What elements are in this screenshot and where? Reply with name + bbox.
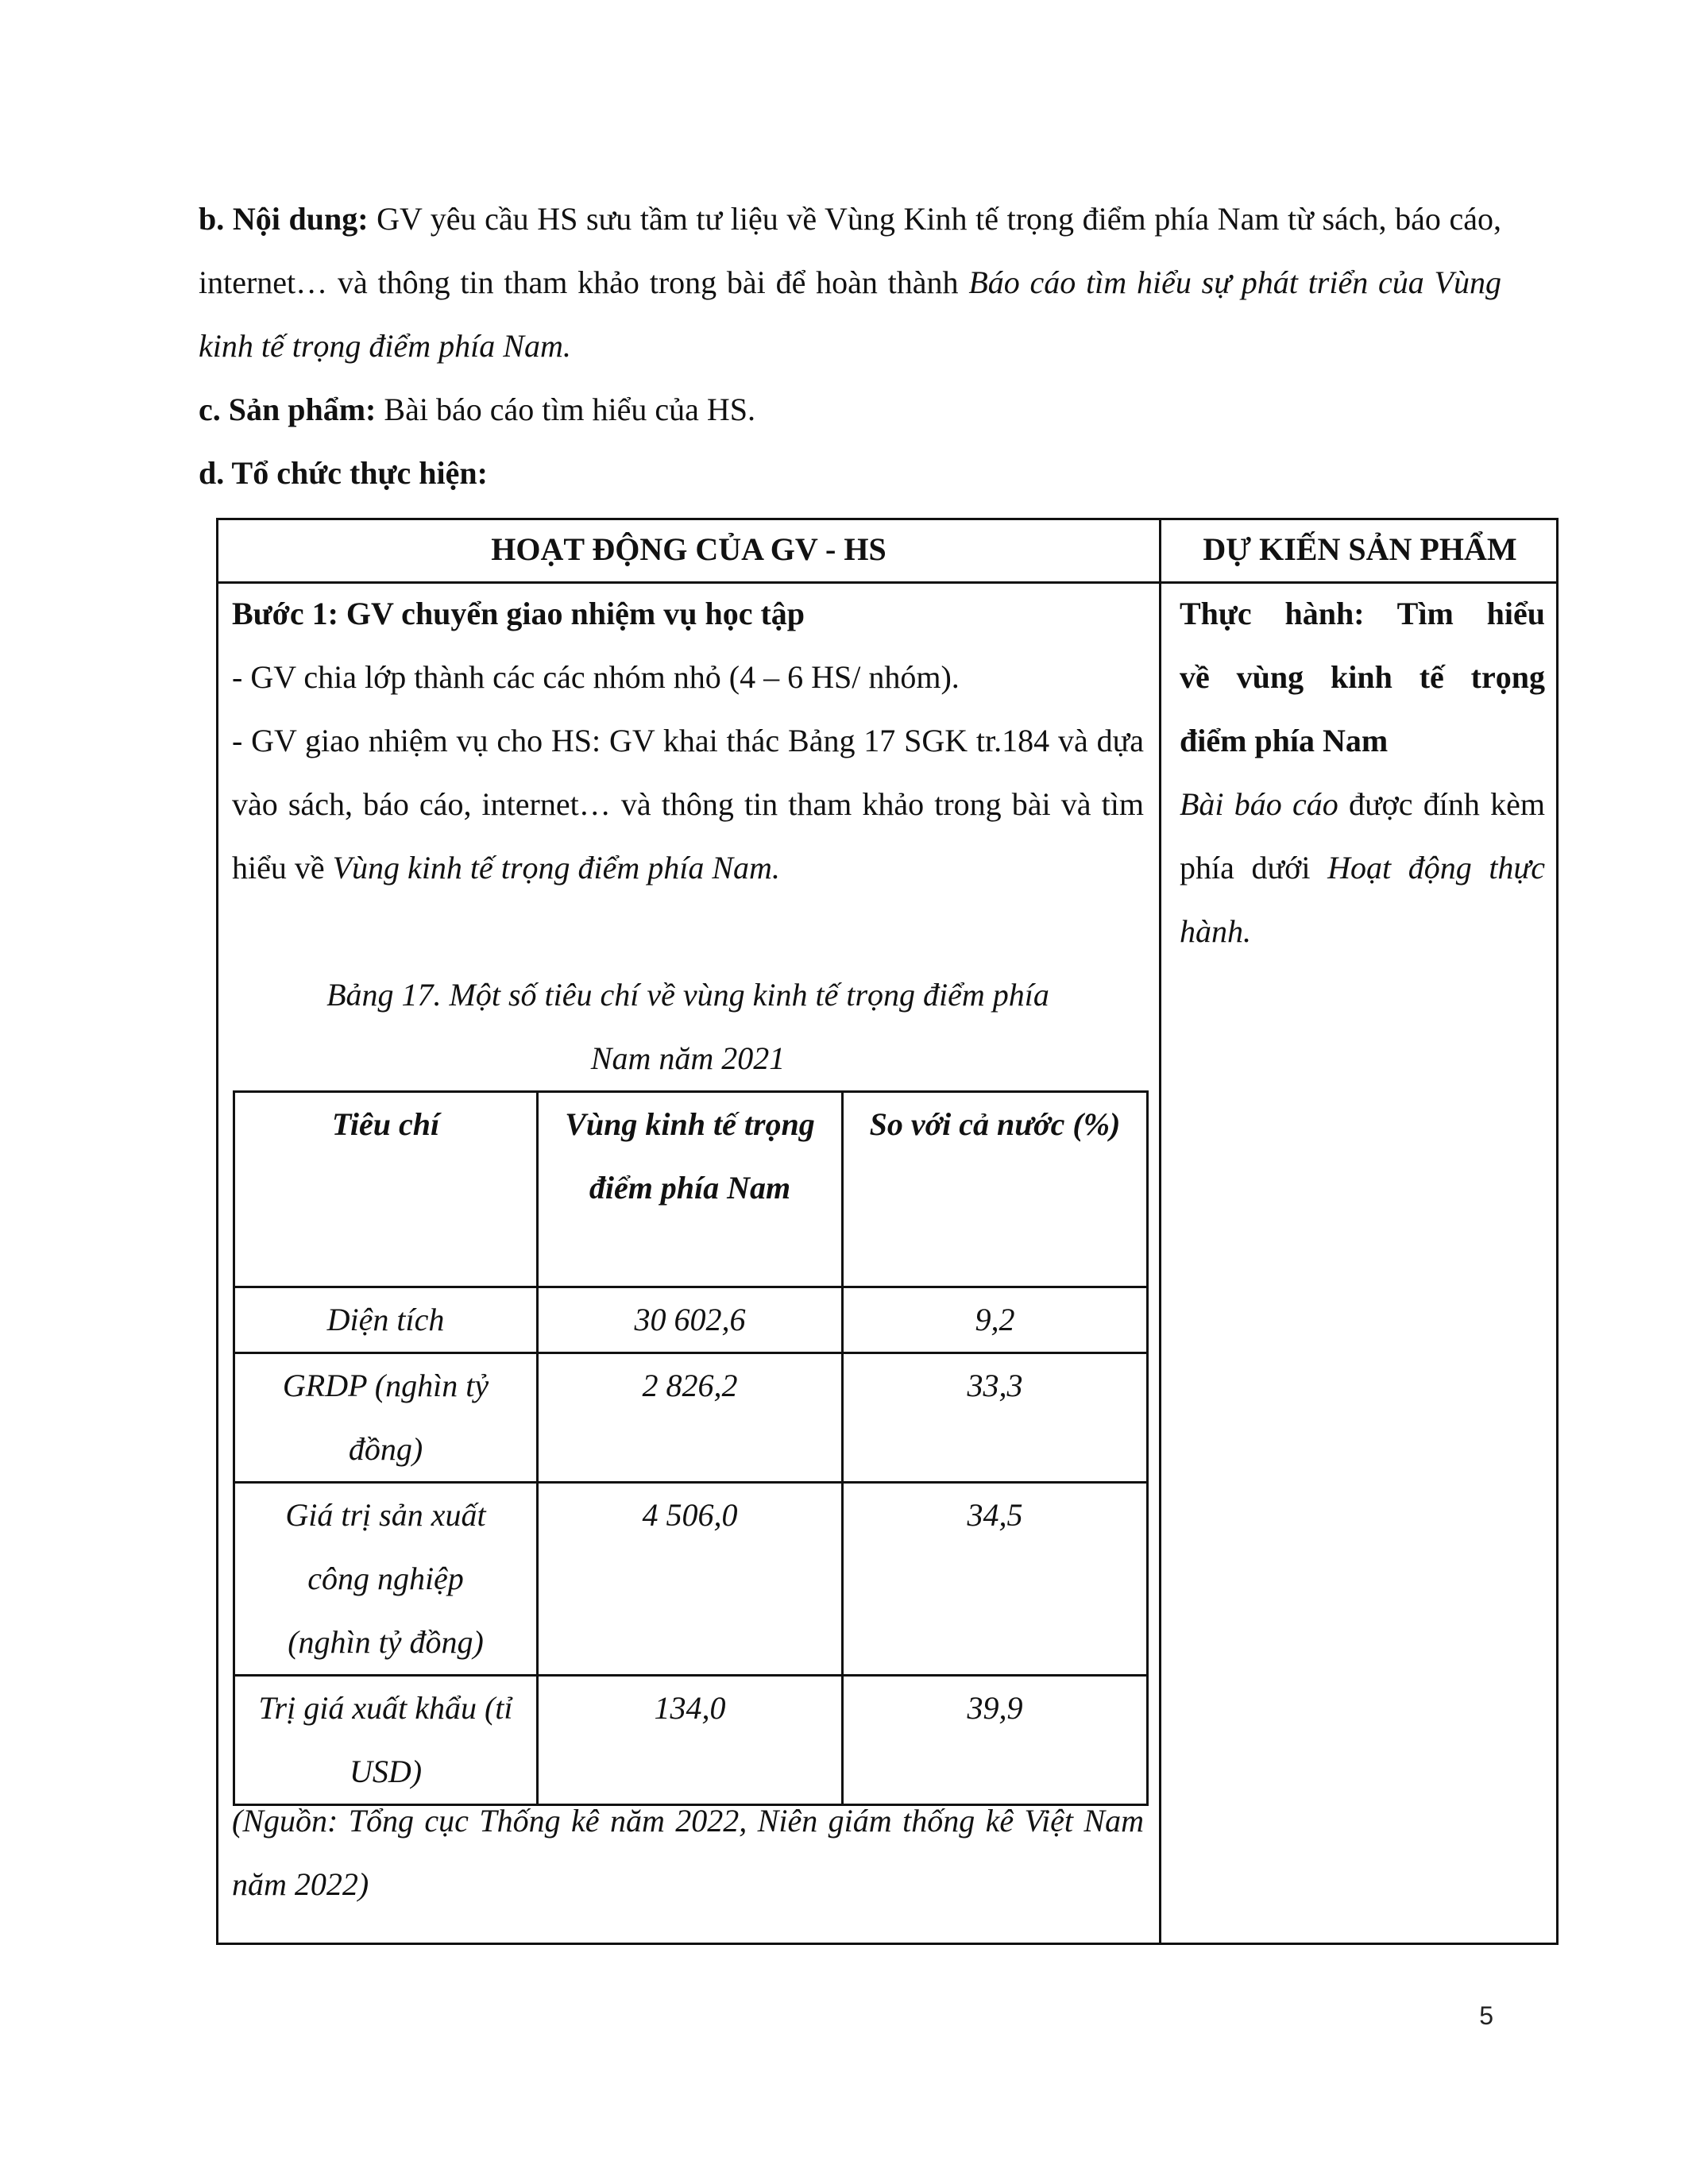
header-criteria: Tiêu chí	[234, 1092, 538, 1287]
task-line-1: - GV chia lớp thành các các nhóm nhỏ (4 – 6 HS/ nhóm).	[232, 659, 960, 695]
header-region: Vùng kinh tế trọng điểm phía Nam	[538, 1092, 843, 1287]
table-row	[234, 1353, 1148, 1483]
practice-title-3: điểm phía Nam	[1180, 723, 1389, 758]
row-region-value: 134,0	[538, 1676, 843, 1805]
table-row	[234, 1676, 1148, 1805]
row-region-value: 4 506,0	[538, 1483, 843, 1676]
header-compare: So với cả nước (%)	[843, 1092, 1148, 1287]
right-column	[1180, 582, 1545, 963]
table-column-divider	[1159, 518, 1161, 1945]
row-compare-value: 39,9	[843, 1676, 1148, 1805]
practice-body-text: được đính kèm phía dưới	[1180, 786, 1545, 886]
row-compare-value: 9,2	[843, 1287, 1148, 1353]
task-line-2-italic: Vùng kinh tế trọng điểm phía Nam.	[332, 850, 780, 886]
left-column	[232, 582, 1144, 900]
page-number: 5	[1479, 2001, 1493, 2030]
practice-title-2: về vùng kinh tế trọng	[1180, 659, 1545, 695]
section-c	[199, 378, 1501, 442]
row-region-value: 2 826,2	[538, 1353, 843, 1483]
task-line-2	[232, 709, 1144, 900]
row-compare-value: 33,3	[843, 1353, 1148, 1483]
section-d-label: d. Tổ chức thực hiện:	[199, 455, 488, 491]
row-criterion: GRDP (nghìn tỷ đồng)	[234, 1353, 538, 1483]
header-expected-product: DỰ KIẾN SẢN PHẨM	[1203, 531, 1517, 567]
table-row	[234, 1483, 1148, 1676]
practice-body-italic-2: Hoạt động thực hành.	[1180, 850, 1545, 949]
caption-line-1: Bảng 17. Một số tiêu chí về vùng kinh tế trọng điểm phía	[326, 977, 1049, 1013]
section-b-label: b. Nội dung:	[199, 201, 369, 237]
section-c-label: c. Sản phẩm:	[199, 392, 377, 427]
row-criterion: Trị giá xuất khẩu (tỉ USD)	[234, 1676, 538, 1805]
source-text: (Nguồn: Tổng cục Thống kê năm 2022, Niên giám thống kê Việt Nam năm 2022)	[232, 1803, 1144, 1902]
practice-body	[1180, 773, 1545, 963]
row-compare-value: 34,5	[843, 1483, 1148, 1676]
table-border-bottom	[216, 1943, 1559, 1945]
criteria-header-row	[234, 1092, 1148, 1287]
header-activities: HOẠT ĐỘNG CỦA GV - HS	[491, 531, 886, 567]
table-border-right	[1556, 518, 1559, 1945]
row-criterion: Giá trị sản xuất công nghiệp (nghìn tỷ đồng)	[234, 1483, 538, 1676]
row-region-value: 30 602,6	[538, 1287, 843, 1353]
table-caption	[232, 963, 1144, 1090]
practice-body-italic-1: Bài báo cáo	[1180, 786, 1338, 822]
section-b-text: GV yêu cầu HS sưu tầm tư liệu về Vùng Kinh tế trọng điểm phía Nam từ sách, báo cáo, internet… và thông tin tham khảo trong bài để hoàn thành	[199, 201, 1501, 300]
step-title: Bước 1: GV chuyển giao nhiệm vụ học tập	[232, 596, 805, 631]
criteria-table	[233, 1090, 1149, 1806]
section-b-italic: Báo cáo tìm hiểu sự phát triển của Vùng kinh tế trọng điểm phía Nam.	[199, 264, 1501, 364]
section-b	[199, 187, 1501, 378]
task-line-2-text: - GV giao nhiệm vụ cho HS: GV khai thác Bảng 17 SGK tr.184 và dựa vào sách, báo cáo, internet… và thông tin tham khảo trong bài và tìm hiểu về	[232, 723, 1144, 886]
practice-title-1: Thực hành: Tìm hiểu	[1180, 596, 1545, 631]
section-d	[199, 442, 1501, 505]
source-note	[232, 1789, 1144, 1916]
caption-line-2: Nam năm 2021	[590, 1040, 786, 1076]
row-criterion: Diện tích	[234, 1287, 538, 1353]
table-row	[234, 1287, 1148, 1353]
table-border-left	[216, 518, 218, 1945]
section-c-text: Bài báo cáo tìm hiểu của HS.	[376, 392, 756, 427]
